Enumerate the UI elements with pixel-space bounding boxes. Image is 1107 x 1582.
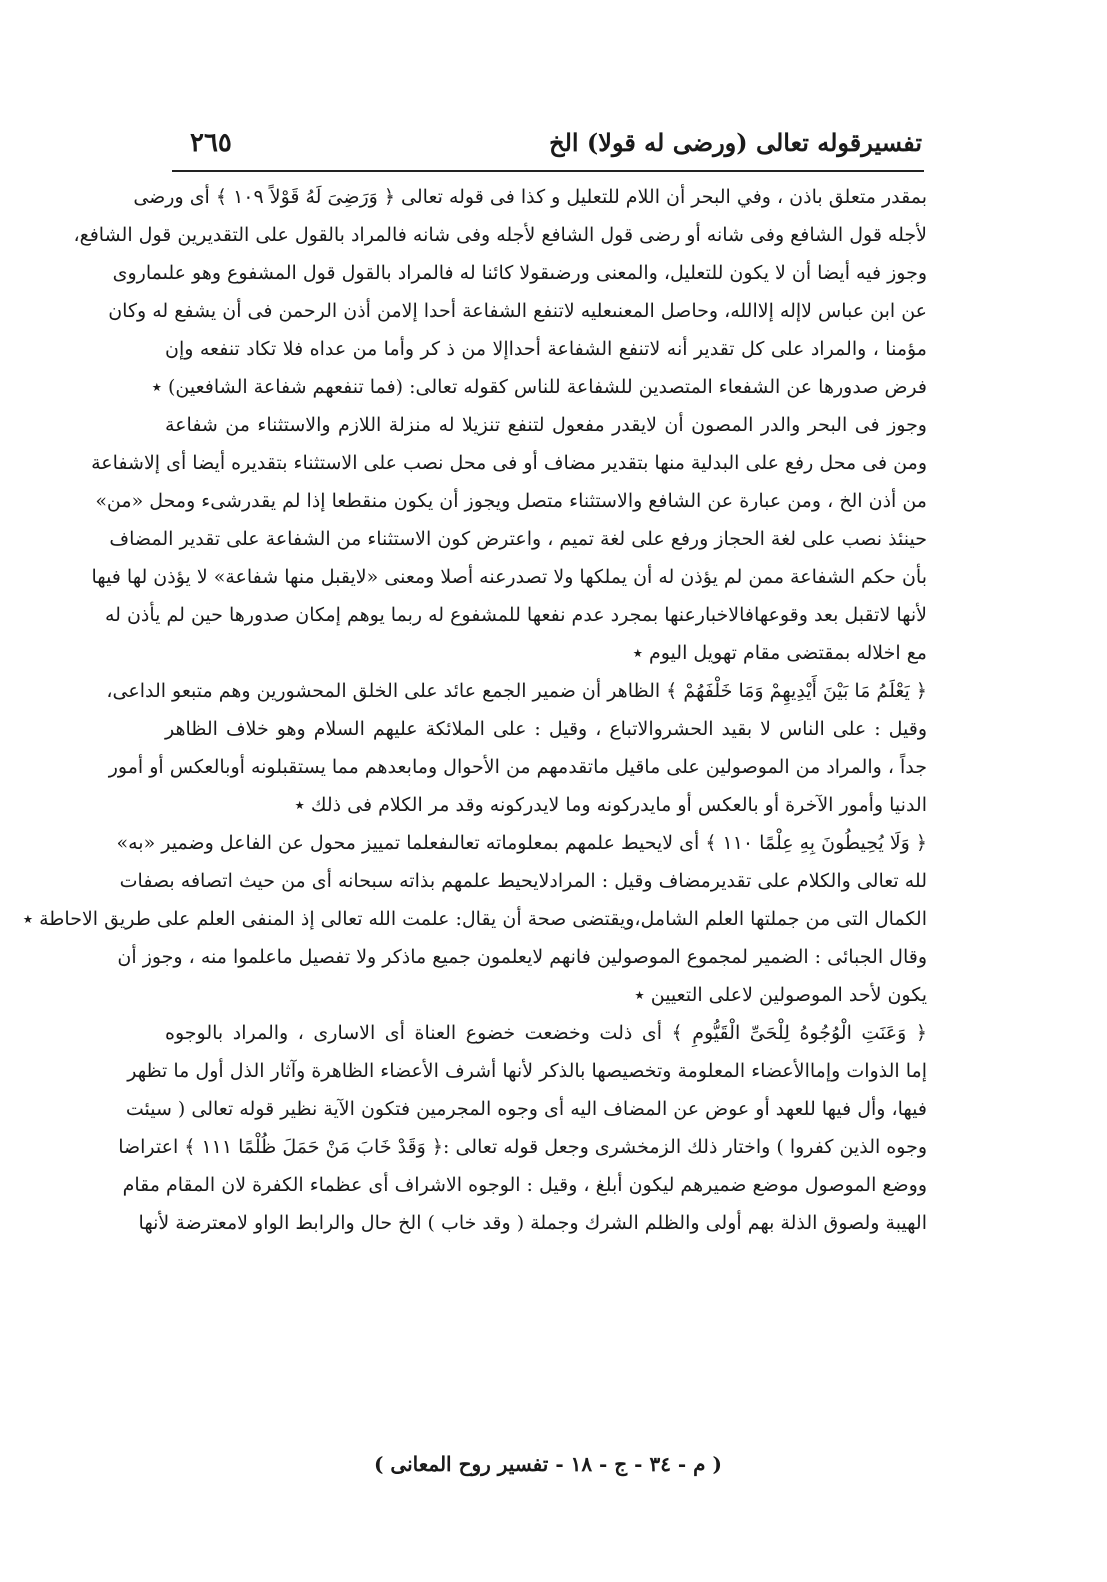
page-header xyxy=(172,128,922,168)
text-line: وقال الجبائى : الضمير لمجموع الموصولين فانهم لايعلمون جميع ماذكر ولا تفصيل ماعلموا منه ، وجوز أن xyxy=(117,946,927,968)
text-line: ومن فى محل رفع على البدلية منها بتقدير مضاف أو فى محل نصب على الاستثناء بتقديره أيضا أى إلاشفاعة xyxy=(91,452,927,474)
text-line: جداً ، والمراد من الموصولين على ماقيل ماتقدمهم من الأحوال ومابعدهم مما يستقبلونه أوبالعكس أو أمور xyxy=(108,756,927,778)
text-line: وقيل : على الناس لا بقيد الحشروالاتباع ، وقيل : على الملائكة عليهم السلام وهو خلاف الظاهر xyxy=(165,718,927,740)
text-line: وجوز فى البحر والدر المصون أن لايقدر مفعول لتنفع تنزيلا له منزلة اللازم والاستثناء من شفاعة xyxy=(165,414,927,436)
text-line: لأنها لاتقبل بعد وقوعهافالاخبارعنها بمجرد عدم نفعها للمشفوع له ربما يوهم إمكان صدورها حين لم يأذن له xyxy=(104,604,927,626)
text-line: عن ابن عباس لاإله إلاالله، وحاصل المعنىعليه لاتنفع الشفاعة أحدا إلامن أذن الرحمن فى أن يشفع له وكان xyxy=(108,300,927,322)
running-title: تفسيرقوله تعالى (ورضى له قولا) الخ xyxy=(549,128,922,157)
header-divider xyxy=(172,170,924,172)
text-line: ﴿ وَعَنَتِ الْوُجُوهُ لِلْحَىِّ الْقَيُّومِ ﴾ أى ذلت وخضعت خضوع العناة أى الاسارى ، والمراد بالوجوه xyxy=(165,1022,927,1044)
text-line: وجوز فيه أيضا أن لا يكون للتعليل، والمعنى ورضىقولا كائنا له فالمراد بالقول قول المشفوع وهو علىماروى xyxy=(112,262,927,284)
text-line: وجوه الذين كفروا ) واختار ذلك الزمخشرى وجعل قوله تعالى :﴿ وَقَدْ خَابَ مَنْ حَمَلَ ظُلْمًا ١١١ ﴾ اعتراضا xyxy=(118,1136,927,1158)
text-line: ﴿ وَلَا يُحِيطُونَ بِهِ عِلْمًا ١١٠ ﴾ أى لايحيط علمهم بمعلوماته تعالىفعلما تمييز محول عن الفاعل وضمير «به» xyxy=(116,832,927,854)
text-line: ووضع الموصول موضع ضميرهم ليكون أبلغ ، وقيل : الوجوه الاشراف أى عظماء الكفرة لان المقام مقام xyxy=(122,1174,927,1196)
text-line: حينئذ نصب على لغة الحجاز ورفع على لغة تميم ، واعترض كون الاستثناء من الشفاعة على تقدير المضاف xyxy=(109,528,927,550)
text-line: لله تعالى والكلام على تقديرمضاف وقيل : المرادلايحيط علمهم بذاته سبحانه أى من حيث اتصافه بصفات xyxy=(119,870,927,892)
footer-signature: ( م - ٣٤ - ج - ١٨ - تفسير روح المعانى ) xyxy=(374,1452,722,1476)
text-line: لأجله قول الشافع وفى شانه أو رضى قول الشافع لأجله وفى شانه فالمراد بالقول على التقديرين قول الشافع، xyxy=(73,224,927,246)
page-number: ٢٦٥ xyxy=(190,128,232,158)
text-line: من أذن الخ ، ومن عبارة عن الشافع والاستثناء متصل ويجوز أن يكون منقطعا إذا لم يقدرشىء ومحل «من» xyxy=(95,490,927,512)
text-line: بمقدر متعلق باذن ، وفي البحر أن اللام للتعليل و كذا فى قوله تعالى ﴿ وَرَضِىَ لَهُ قَوْلاً ١٠٩ ﴾ أى ورضى xyxy=(133,186,927,208)
text-line: الدنيا وأمور الآخرة أو بالعكس أو مايدركونه وما لايدركونه وقد مر الكلام فى ذلك ٭ xyxy=(294,794,927,816)
text-line: مع اخلاله بمقتضى مقام تهويل اليوم ٭ xyxy=(632,642,927,664)
body-text xyxy=(22,178,927,1242)
text-line: الهيبة ولصوق الذلة بهم أولى والظلم الشرك وجملة ( وقد خاب ) الخ حال والرابط الواو لامعترضة لأنها xyxy=(138,1212,927,1234)
text-line: مؤمنا ، والمراد على كل تقدير أنه لاتنفع الشفاعة أحداإلا من ذ كر وأما من عداه فلا تكاد تنفعه وإن xyxy=(165,338,927,360)
text-line: إما الذوات وإماالأعضاء المعلومة وتخصيصها بالذكر لأنها أشرف الأعضاء الظاهرة وآثار الذل أول ما تظهر xyxy=(127,1060,927,1082)
text-line: ﴿ يَعْلَمُ مَا بَيْنَ أَيْدِيهِمْ وَمَا خَلْفَهُمْ ﴾ الظاهر أن ضمير الجمع عائد على الخلق المحشورين وهم متبعو الداعى، xyxy=(106,680,927,702)
text-line: الكمال التى من جملتها العلم الشامل،ويقتضى صحة أن يقال: علمت الله تعالى إذ المنفى العلم على طريق الاحاطة ٭ xyxy=(22,908,927,930)
text-line: يكون لأحد الموصولين لاعلى التعيين ٭ xyxy=(634,984,927,1006)
text-line: فرض صدورها عن الشفعاء المتصدين للشفاعة للناس كقوله تعالى: (فما تنفعهم شفاعة الشافعين) ٭ xyxy=(151,376,927,398)
text-line: بأن حكم الشفاعة ممن لم يؤذن له أن يملكها ولا تصدرعنه أصلا ومعنى «لايقبل منها شفاعة» لا يؤذن لها فيها xyxy=(91,566,927,588)
text-line: فيها، وأل فيها للعهد أو عوض عن المضاف اليه أى وجوه المجرمين فتكون الآية نظير قوله تعالى ( سيئت xyxy=(125,1098,927,1120)
